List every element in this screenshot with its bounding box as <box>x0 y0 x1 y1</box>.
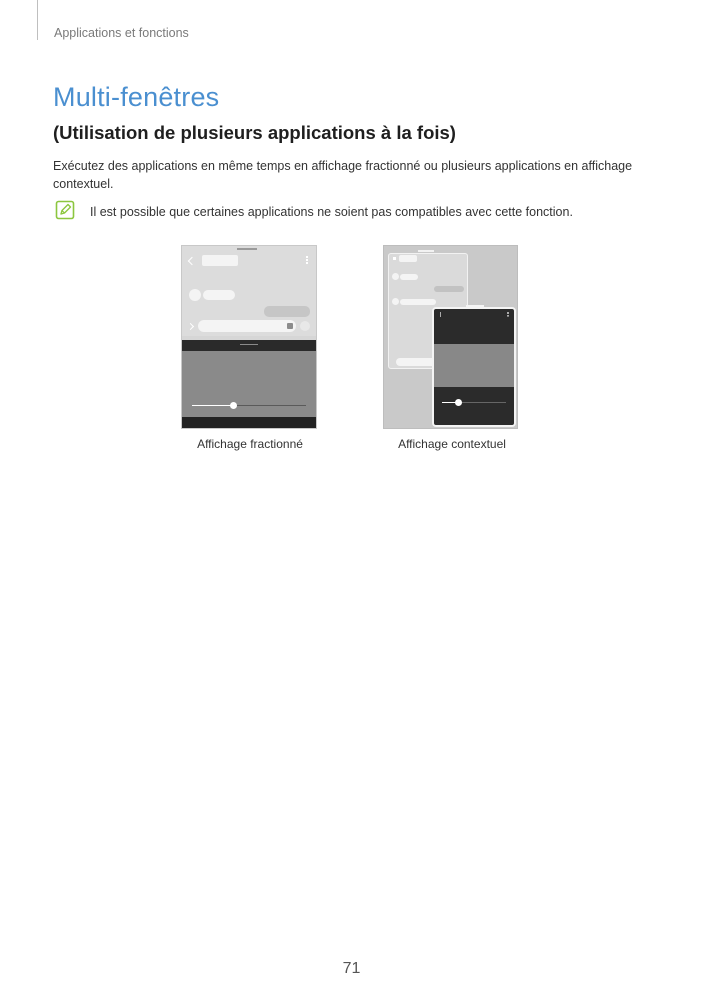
popup-view-illustration <box>383 245 518 429</box>
page-margin-rule <box>37 0 38 40</box>
page-title: Multi-fenêtres <box>53 82 220 112</box>
section-header: Applications et fonctions <box>54 26 189 40</box>
note-text: Il est possible que certaines applications ne soient pas compatibles avec cette fonction. <box>90 205 573 219</box>
split-view-caption: Affichage fractionné <box>197 437 303 451</box>
split-view-illustration <box>181 245 317 429</box>
intro-paragraph: Exécutez des applications en même temps en affichage fractionné ou plusieurs applications en affichage contextuel. <box>53 159 633 191</box>
page-subtitle: (Utilisation de plusieurs applications à la fois) <box>53 122 456 143</box>
note-pencil-icon <box>55 200 75 220</box>
page-number: 71 <box>342 960 361 977</box>
popup-view-caption: Affichage contextuel <box>398 437 506 451</box>
